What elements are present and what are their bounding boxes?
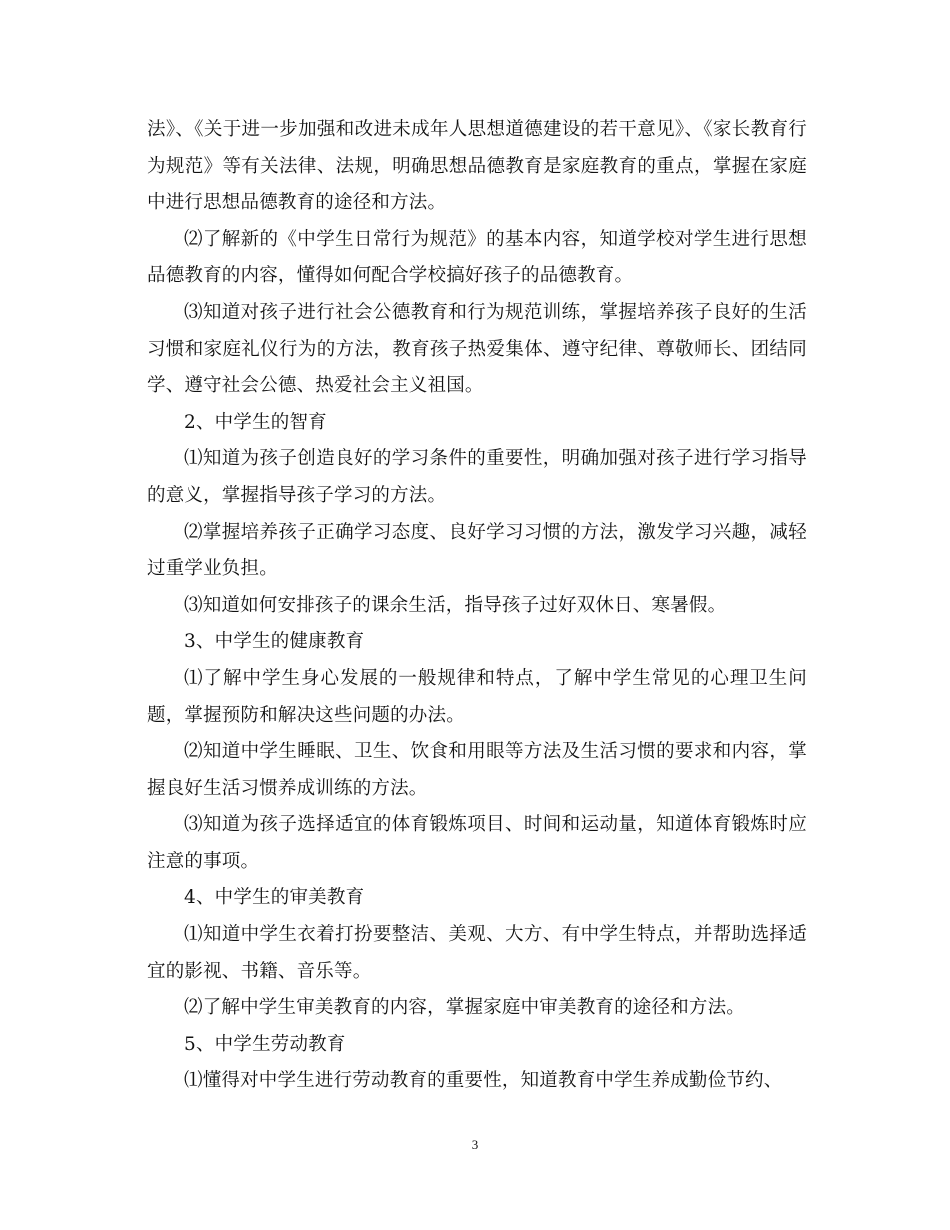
paragraph-5: ⑴知道为孩子创造良好的学习条件的重要性，明确加强对孩子进行学习指导的意义，掌握指导孩子学习的方法。 [147, 448, 807, 506]
document-body [147, 112, 807, 1100]
paragraph-13: ⑴知道中学生衣着打扮要整洁、美观、大方、有中学生特点，并帮助选择适宜的影视、书籍、音乐等。 [147, 924, 807, 982]
paragraph-9: ⑴了解中学生身心发展的一般规律和特点，了解中学生常见的心理卫生问题，掌握预防和解决这些问题的办法。 [147, 667, 807, 726]
section-heading-intellectual-education: 2、中学生的智育 [184, 411, 327, 433]
page-number: 3 [471, 1137, 479, 1152]
section-heading-labor-education: 5、中学生劳动教育 [184, 1033, 346, 1055]
paragraph-1: 法》、《关于进一步加强和改进未成年人思想道德建设的若干意见》、《家长教育行为规范》等有关法律、法规，明确思想品德教育是家庭教育的重点，掌握在家庭中进行思想品德教育的途径和方法。 [147, 119, 807, 214]
paragraph-10: ⑵知道中学生睡眠、卫生、饮食和用眼等方法及生活习惯的要求和内容，掌握良好生活习惯养成训练的方法。 [147, 741, 807, 799]
paragraph-6: ⑵掌握培养孩子正确学习态度、良好学习习惯的方法，激发学习兴趣，减轻过重学业负担。 [147, 521, 807, 580]
paragraph-2: ⑵了解新的《中学生日常行为规范》的基本内容，知道学校对学生进行思想品德教育的内容，懂得如何配合学校搞好孩子的品德教育。 [147, 228, 807, 287]
section-heading-health-education: 3、中学生的健康教育 [184, 631, 365, 653]
paragraph-16: ⑴懂得对中学生进行劳动教育的重要性，知道教育中学生养成勤俭节约、 [184, 1070, 783, 1092]
paragraph-14: ⑵了解中学生审美教育的内容，掌握家庭中审美教育的途径和方法。 [184, 997, 746, 1019]
paragraph-11: ⑶知道为孩子选择适宜的体育锻炼项目、时间和运动量，知道体育锻炼时应注意的事项。 [147, 814, 807, 872]
section-heading-aesthetic-education: 4、中学生的审美教育 [184, 887, 365, 909]
paragraph-7: ⑶知道如何安排孩子的课余生活，指导孩子过好双休日、寒暑假。 [184, 594, 727, 616]
paragraph-3: ⑶知道对孩子进行社会公德教育和行为规范训练，掌握培养孩子良好的生活习惯和家庭礼仪行为的方法，教育孩子热爱集体、遵守纪律、尊敬师长、团结同学、遵守社会公德、热爱社会主义祖国。 [147, 301, 807, 397]
